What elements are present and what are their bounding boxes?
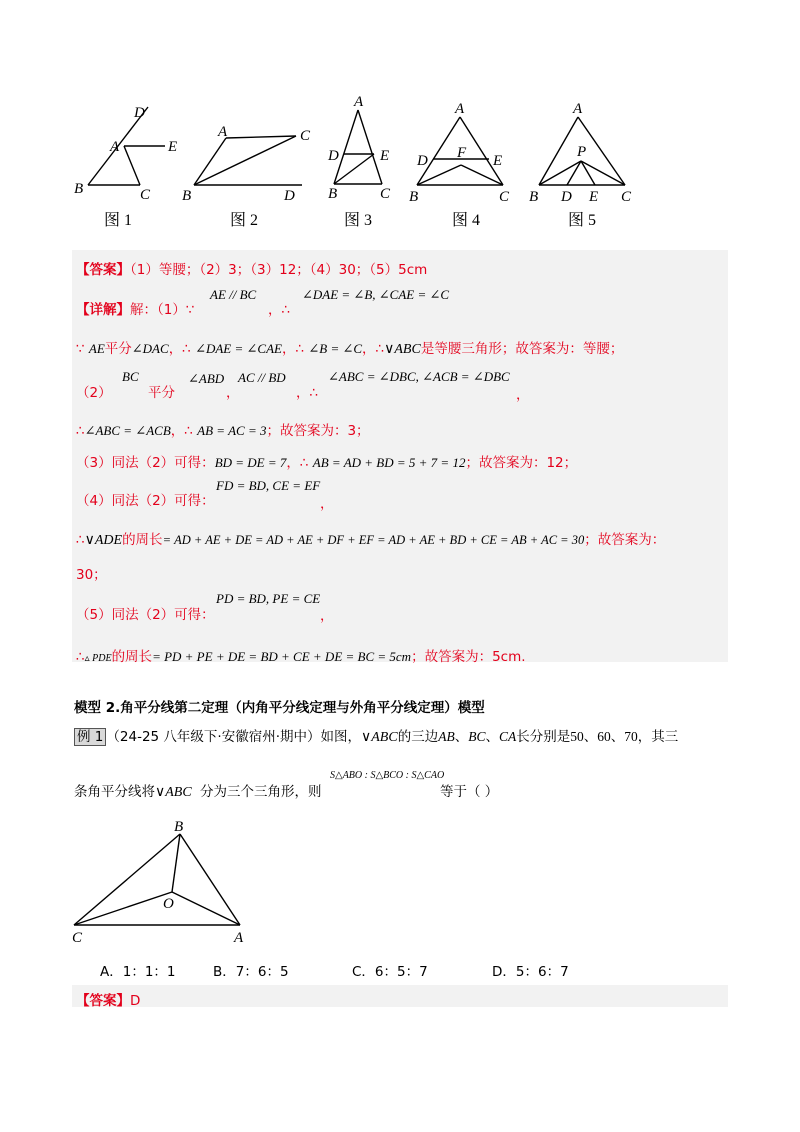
explain-line-8-a: （5）同法（2）可得： [76, 607, 215, 623]
text: 的周长 [111, 649, 153, 665]
math: ∨ADE [84, 533, 123, 548]
answer-text: D [130, 993, 141, 1009]
math: = AD + AE + DE = AD + AE + DF + EF = AD + AE + BD + CE = AB + AC = 30 [162, 533, 585, 547]
text: ， [320, 496, 334, 512]
figure-2-caption: 图 2 [230, 212, 259, 229]
text: ；故答案为：3； [266, 423, 370, 439]
option-d[interactable]: D．5：6：7 [492, 964, 569, 980]
text: 的周长 [122, 532, 163, 548]
explain-line-2 [76, 337, 623, 358]
text: ，∴ [362, 341, 385, 357]
label-B: B [74, 181, 84, 197]
math: AE // BC [210, 287, 257, 302]
text: ∴ [76, 423, 85, 439]
text: ，∴ [170, 423, 193, 439]
explain-line-6-a: （4）同法（2）可得： [76, 493, 215, 509]
label-B: B [174, 819, 184, 835]
label-A: A [354, 94, 364, 110]
math: AE [88, 341, 105, 356]
explain-line-9 [76, 645, 526, 665]
math: ∠DAE = ∠B, ∠CAE = ∠C [302, 287, 450, 302]
option-c[interactable]: C．6：5：7 [352, 964, 428, 980]
text: ∵ [76, 341, 85, 357]
math: BC [122, 369, 139, 384]
text: 30； [76, 567, 107, 583]
number: 70 [624, 729, 638, 744]
example-tag: 例 1 [74, 728, 106, 746]
text: 、 [583, 729, 598, 745]
math: ∠DAE = ∠CAE [195, 341, 282, 356]
example-line-1 [74, 725, 678, 746]
option-b[interactable]: B．7：6：5 [213, 964, 289, 980]
figure-4-caption: 图 4 [452, 212, 481, 229]
triangle-figure [62, 812, 262, 947]
label-A: A [455, 101, 465, 117]
label-B: B [328, 186, 338, 202]
text: ， [226, 385, 240, 401]
math: ∠ABD [188, 371, 225, 386]
math: ∠ABC = ∠DBC, ∠ACB = ∠DBC [328, 369, 510, 384]
answer-box-2 [72, 985, 728, 1007]
label-D: D [284, 188, 295, 204]
explain-line-4 [76, 419, 370, 439]
label-C: C [72, 930, 83, 946]
text: 平分 [148, 385, 175, 401]
figure-4 [405, 95, 525, 210]
explain-line-7 [76, 528, 665, 549]
text: ；故答案为：5cm. [411, 649, 526, 665]
label-C: C [499, 189, 510, 205]
label-A: A [110, 139, 120, 155]
text: 、 [454, 729, 469, 745]
text: 、 [485, 729, 499, 745]
text: 是等腰三角形；故答案为：等腰； [420, 341, 624, 357]
math: ∠DAC [131, 341, 169, 356]
math: AB = AD + BD = 5 + 7 = 12 [312, 455, 466, 470]
math: ∨ABC [361, 730, 398, 745]
math: AC // BD [238, 370, 286, 385]
label-A: A [573, 101, 583, 117]
label-D: D [561, 189, 572, 205]
label-B: B [182, 188, 192, 204]
example-line-2 [74, 780, 192, 801]
text: ， [516, 387, 530, 403]
text: ∴ [76, 649, 85, 665]
option-a[interactable]: A．1：1：1 [100, 964, 176, 980]
explain-line-5 [76, 451, 577, 471]
text: ，其三 [637, 729, 679, 745]
label-D: D [417, 153, 428, 169]
label-C: C [621, 189, 632, 205]
math: ∠ABC = ∠ACB [84, 423, 171, 438]
text: （3）同法（2）可得： [76, 455, 215, 471]
answer-line [76, 258, 427, 278]
text: 平分 [104, 341, 132, 357]
math: AB = AC = 3 [197, 423, 267, 438]
text: ，∴ [268, 302, 291, 318]
text: 分为三个三角形，则 [200, 784, 322, 800]
label-O: O [163, 896, 174, 912]
number: 60 [597, 729, 611, 744]
label-D: D [328, 148, 339, 164]
text: 长分别是 [516, 729, 571, 745]
explain-tag: 【详解】 [76, 302, 130, 318]
text: ，∴ [296, 385, 319, 401]
figure-3 [318, 92, 403, 210]
math: ∠B = ∠C [308, 341, 363, 356]
answer-text: （1）等腰；（2）3；（3）12；（4）30；（5）5cm [130, 262, 428, 278]
text: 的三边 [397, 729, 439, 745]
text: ，∴ [168, 341, 191, 357]
text: 等于（ ） [440, 784, 499, 800]
label-A: A [234, 930, 244, 946]
text: ， [320, 608, 334, 624]
label-C: C [300, 128, 311, 144]
answer-tag: 【答案】 [76, 262, 130, 278]
section-title: 模型 2.角平分线第二定理（内角平分线定理与外角平分线定理）模型 [74, 700, 485, 716]
figure-5-caption: 图 5 [568, 212, 597, 229]
text: 条角平分线将 [74, 784, 155, 800]
label-E: E [493, 153, 503, 169]
math: = PD + PE + DE = BD + CE + DE = BC = 5cm [152, 649, 412, 664]
explain-line-3-a: （2） [76, 385, 112, 401]
text: ，∴ [286, 455, 309, 471]
math: AB [438, 729, 455, 744]
label-C: C [140, 187, 151, 203]
figure-1-caption: 图 1 [104, 212, 133, 229]
math: BD = DE = 7 [214, 455, 287, 470]
math: ∨ABC [384, 342, 421, 357]
figure-2 [178, 120, 318, 210]
label-E: E [380, 148, 390, 164]
text: ∴ [76, 532, 85, 548]
text: ，∴ [281, 341, 305, 357]
figure-5 [525, 95, 645, 210]
figure-1 [60, 95, 190, 210]
answer-tag: 【答案】 [76, 993, 130, 1009]
math: ∨ABC [155, 785, 192, 800]
explain-line-1 [76, 298, 194, 318]
text: 、 [610, 729, 625, 745]
math: BC [468, 729, 486, 744]
math: PD = BD, PE = CE [216, 591, 321, 606]
figure-3-caption: 图 3 [344, 212, 373, 229]
math: FD = BD, CE = EF [216, 478, 321, 493]
label-A: A [218, 124, 228, 140]
text: 解：（1）∵ [130, 302, 195, 318]
ratio-formula: S△ABO : S△BCO : S△CAO [330, 770, 445, 781]
label-E: E [589, 189, 599, 205]
number: 50 [570, 729, 584, 744]
label-C: C [380, 186, 391, 202]
math: ▵ PDE [84, 653, 112, 664]
text: ；故答案为： [584, 532, 666, 548]
label-D: D [134, 105, 145, 121]
answer-line-2 [76, 989, 140, 1009]
label-B: B [409, 189, 419, 205]
text: ；故答案为：12； [465, 455, 578, 471]
label-F: F [457, 145, 467, 161]
math: CA [498, 729, 517, 744]
text: （24-25 八年级下·安徽宿州·期中）如图， [106, 729, 361, 745]
label-B: B [529, 189, 539, 205]
label-E: E [168, 139, 178, 155]
label-P: P [577, 144, 587, 160]
